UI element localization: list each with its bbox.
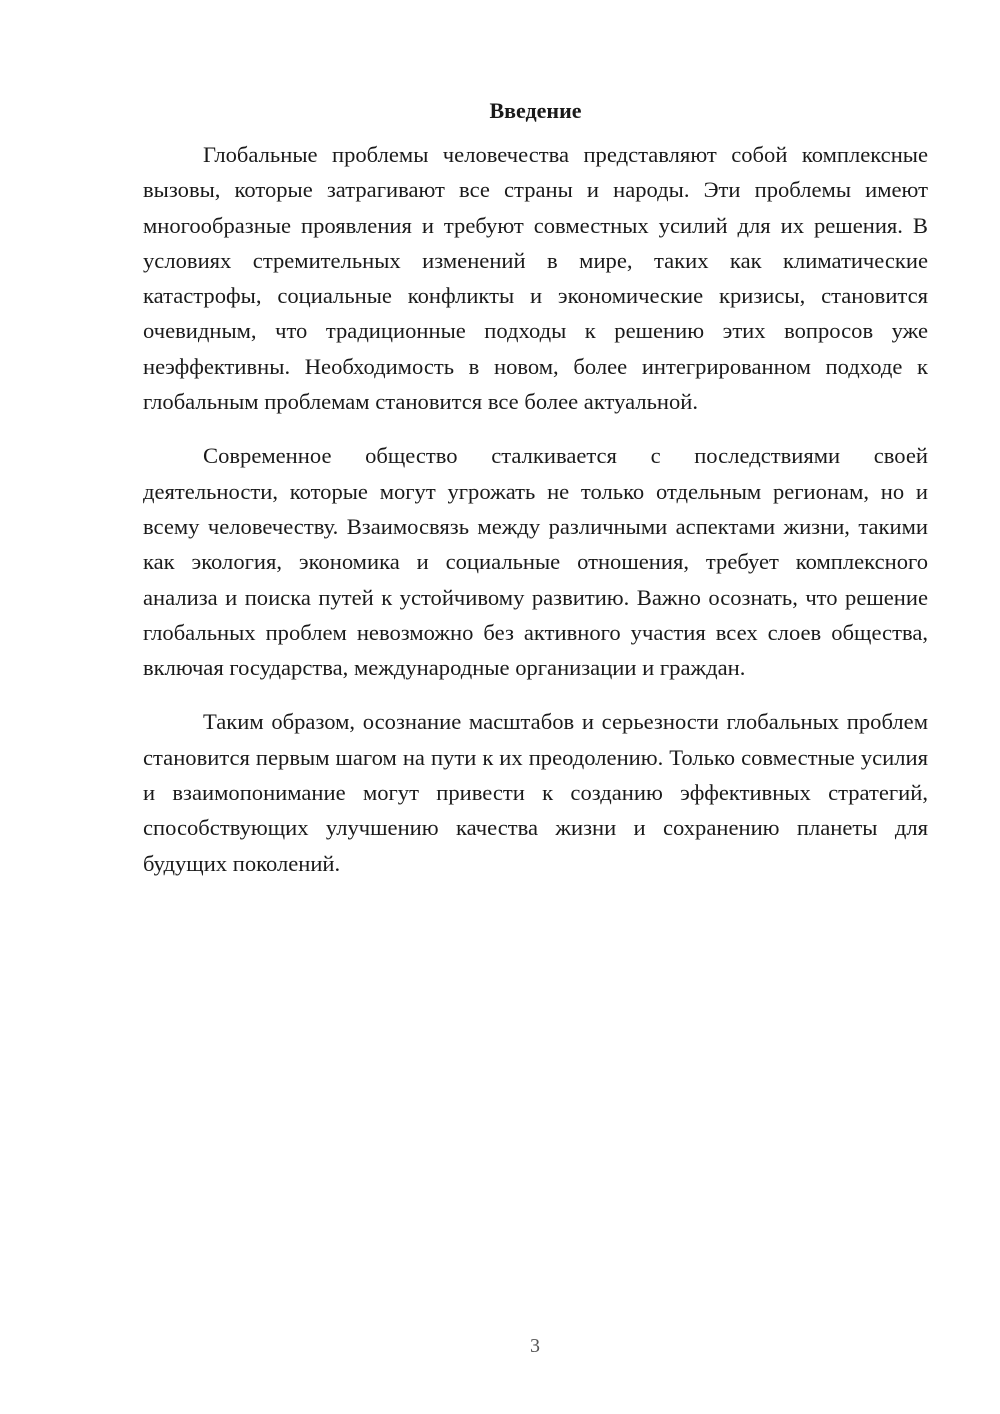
paragraph-1: Глобальные проблемы человечества представляют собой комплексные вызовы, которые затрагивают все страны и народы. Эти проблемы имеют многообразные проявления и требуют совместных усилий для их решения. В условиях стремительных изменений в мире, таких как климатические катастрофы, социальные конфликты и экономические кризисы, становится очевидным, что традиционные подходы к решению этих вопросов уже неэффективны. Необходимость в новом, более интегрированном подходе к глобальным проблемам становится все более актуальной.: [143, 142, 928, 415]
paragraph-2: Современное общество сталкивается с последствиями своей деятельности, которые могут угрожать не только отдельным регионам, но и всему человечеству. Взаимосвязь между различными аспектами жизни, такими как экология, экономика и социальные отношения, требует комплексного анализа и поиска путей к устойчивому развитию. Важно осознать, что решение глобальных проблем невозможно без активного участия всех слоев общества, включая государства, международные организации и граждан.: [143, 443, 928, 681]
page-content: [143, 95, 928, 900]
page-number: 3: [530, 1335, 540, 1357]
section-heading: Введение: [489, 98, 582, 123]
paragraph-3: Таким образом, осознание масштабов и серьезности глобальных проблем становится первым шагом на пути к их преодолению. Только совместные усилия и взаимопонимание могут привести к созданию эффективных стратегий, способствующих улучшению качества жизни и сохранению планеты для будущих поколений.: [143, 709, 928, 876]
